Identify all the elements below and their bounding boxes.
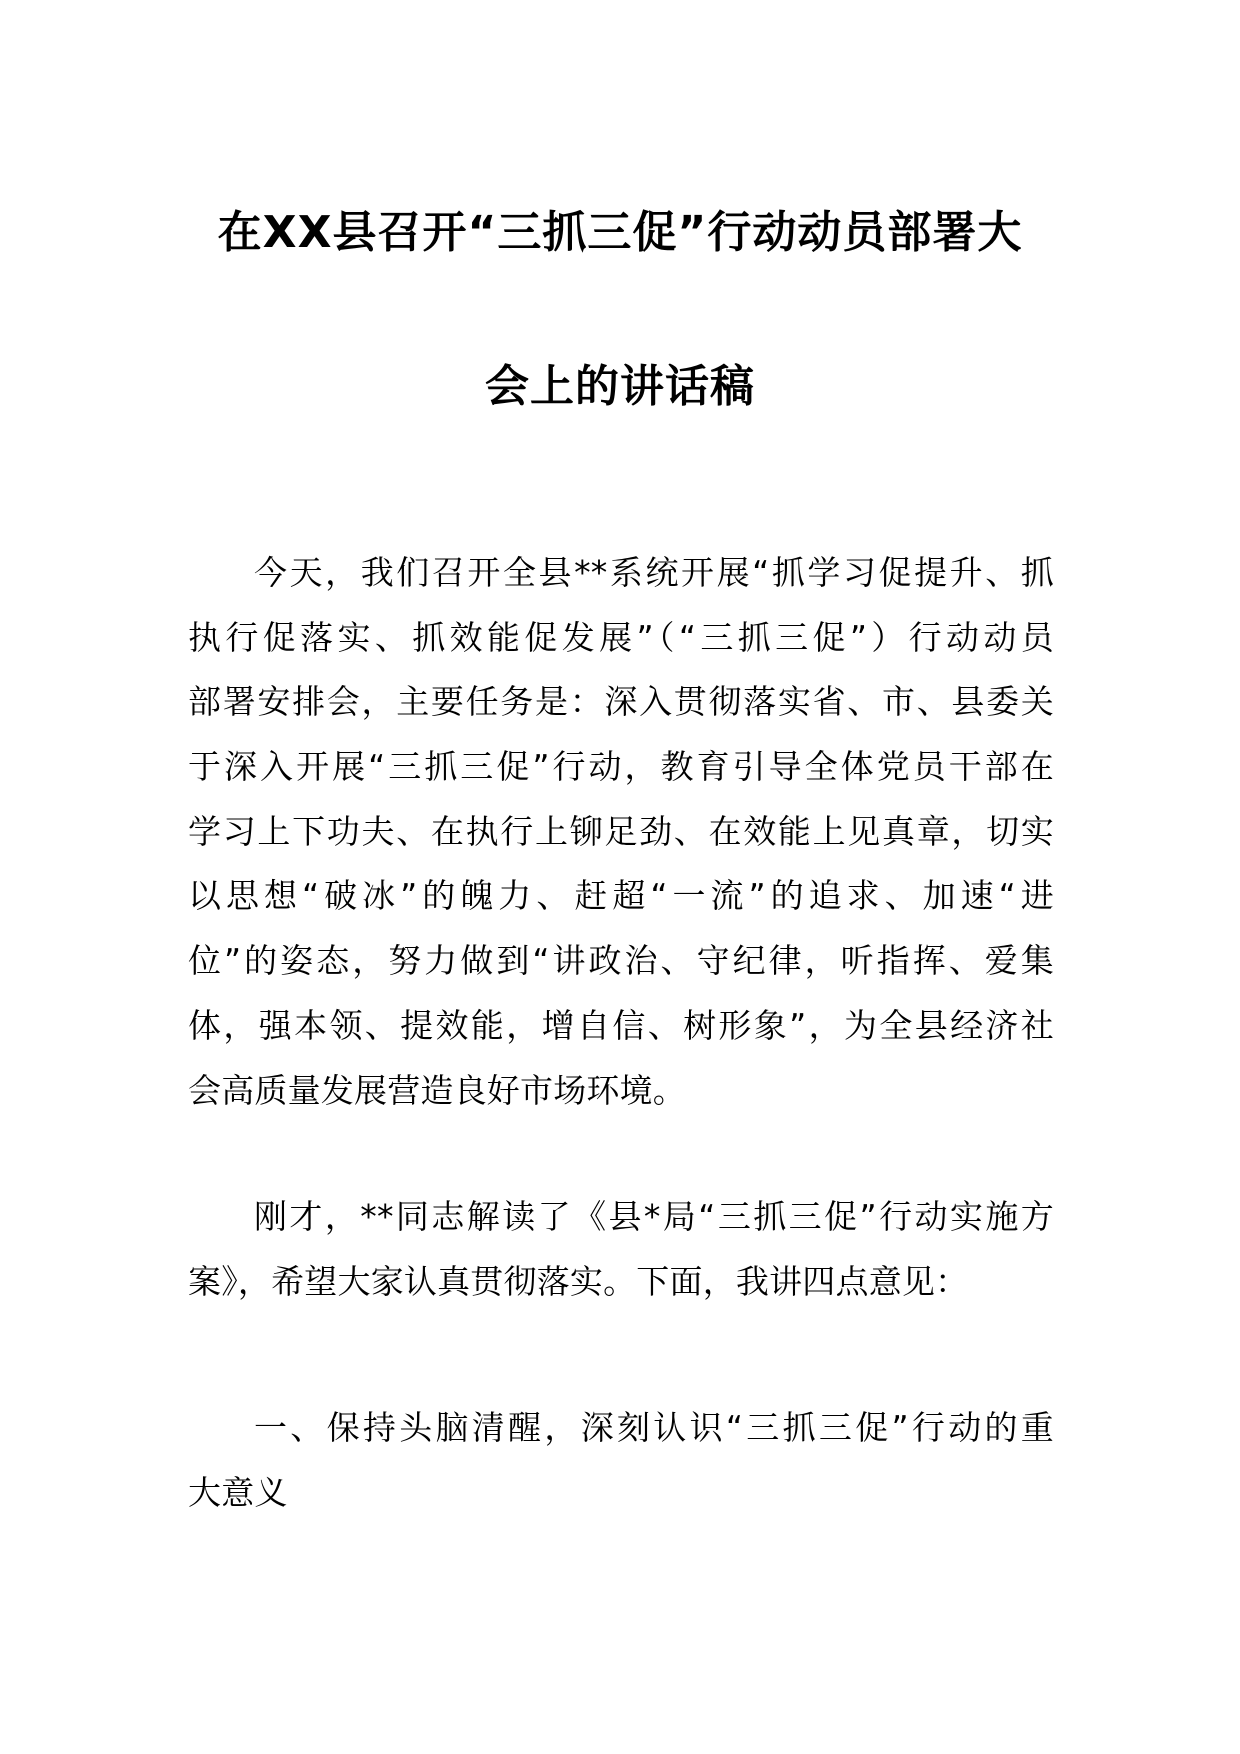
paragraph-line: 大意义 — [188, 1472, 288, 1512]
paragraph-line: 位”的姿态，努力做到“讲政治、守纪律，听指挥、爱集 — [188, 941, 1054, 981]
document-title-line-1: 在XX县召开“三抓三促”行动动员部署大 — [217, 207, 1023, 258]
paragraph-line: 一、保持头脑清醒，深刻认识“三抓三促”行动的重 — [254, 1408, 1054, 1447]
paragraph-line: 会高质量发展营造良好市场环境。 — [188, 1070, 686, 1110]
paragraph-line: 学习上下功夫、在执行上铆足劲、在效能上见真章，切实 — [188, 811, 1054, 851]
paragraph-opening — [188, 541, 1054, 1123]
paragraph-line: 执行促落实、抓效能促发展”（“三抓三促”）行动动员 — [188, 617, 1054, 657]
paragraph-line: 体，强本领、提效能，增自信、树形象”，为全县经济社 — [188, 1005, 1054, 1045]
document-title-line-2: 会上的讲话稿 — [485, 361, 755, 412]
paragraph-line: 以思想“破冰”的魄力、赶超“一流”的追求、加速“进 — [188, 876, 1054, 916]
paragraph-line: 于深入开展“三抓三促”行动，教育引导全体党员干部在 — [188, 747, 1054, 787]
paragraph-line: 刚才，**同志解读了《县*局“三抓三促”行动实施方 — [254, 1197, 1054, 1236]
paragraph-line: 今天，我们召开全县**系统开展“抓学习促提升、抓 — [254, 553, 1054, 592]
paragraph-introduction — [188, 1185, 1054, 1314]
paragraph-line: 部署安排会，主要任务是：深入贯彻落实省、市、县委关 — [188, 682, 1054, 722]
paragraph-line: 案》，希望大家认真贯彻落实。下面，我讲四点意见： — [188, 1261, 969, 1301]
section-heading-one — [188, 1396, 1054, 1525]
